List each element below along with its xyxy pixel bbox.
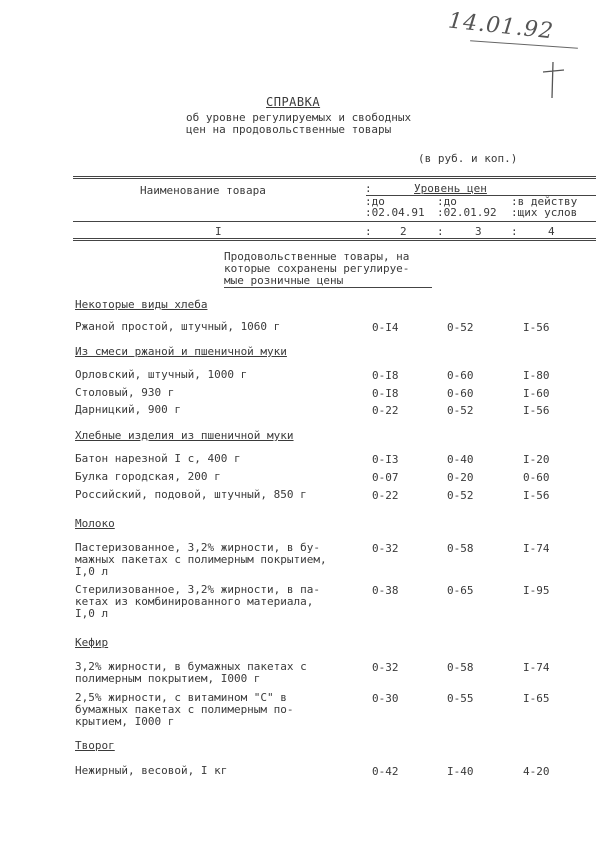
price-current: I-56: [523, 404, 550, 417]
document-title: СПРАВКА: [266, 95, 321, 109]
price-until-020491: 0-I8: [372, 387, 399, 400]
header-top-rule: [73, 176, 596, 179]
price-until-020192: 0-60: [447, 369, 474, 382]
group-title: Из смеси ржаной и пшеничной муки: [75, 345, 287, 358]
item-name-line: Пастеризованное, 3,2% жирности, в бу-: [75, 541, 321, 554]
header-mid-rule: [73, 221, 596, 222]
col3-header-line2: :02.01.92: [437, 206, 497, 219]
price-until-020491: 0-I3: [372, 453, 399, 466]
price-until-020192: 0-52: [447, 404, 474, 417]
item-name-line: бумажных пакетах с полимерным по-: [75, 703, 294, 716]
section-title-line-2: которые сохранены регулируе-: [224, 262, 410, 275]
handwritten-date: 14.01.92: [446, 8, 555, 45]
col-name-header: Наименование товара: [140, 184, 266, 197]
group-title: Творог: [75, 739, 115, 752]
col2-header-line1: :до: [365, 195, 385, 208]
item-name: Нежирный, весовой, I кг: [75, 764, 228, 777]
item-name-line: мажных пакетах с полимерным покрытием,: [75, 553, 327, 566]
price-until-020491: 0-32: [372, 661, 399, 674]
col-num-sep-1: :: [365, 225, 372, 238]
col3-header-line1: :до: [437, 195, 457, 208]
group-title: Хлебные изделия из пшеничной муки: [75, 429, 294, 442]
item-name: Ржаной простой, штучный, 1060 г: [75, 320, 281, 333]
col2-header-line2: :02.04.91: [365, 206, 425, 219]
item-name-line: I,0 л: [75, 607, 109, 620]
units-note: (в руб. и коп.): [418, 152, 518, 165]
price-until-020192: 0-58: [447, 661, 474, 674]
item-name: Батон нарезной I с, 400 г: [75, 452, 241, 465]
subtitle-line-2: цен на продовольственные товары: [186, 123, 392, 136]
price-until-020192: 0-55: [447, 692, 474, 705]
cross-mark-icon: [538, 60, 568, 100]
price-current: I-60: [523, 387, 550, 400]
item-name-line: 3,2% жирности, в бумажных пакетах с: [75, 660, 307, 673]
price-until-020192: 0-65: [447, 584, 474, 597]
price-current: I-20: [523, 453, 550, 466]
group-title: Некоторые виды хлеба: [75, 298, 208, 311]
header-bottom-rule: [73, 238, 596, 241]
price-until-020192: 0-58: [447, 542, 474, 555]
price-until-020192: 0-60: [447, 387, 474, 400]
price-current: I-56: [523, 489, 550, 502]
col-num-sep-3: :: [511, 225, 518, 238]
group-title: Кефир: [75, 636, 109, 649]
section-title-line-3: мые розничные цены: [224, 274, 344, 287]
price-until-020491: 0-22: [372, 404, 399, 417]
price-until-020192: 0-52: [447, 489, 474, 502]
price-until-020192: 0-52: [447, 321, 474, 334]
price-until-020491: 0-38: [372, 584, 399, 597]
price-current: I-56: [523, 321, 550, 334]
item-name-line: крытием, I000 г: [75, 715, 175, 728]
item-name: Дарницкий, 900 г: [75, 403, 181, 416]
price-until-020491: 0-22: [372, 489, 399, 502]
price-until-020192: I-40: [447, 765, 474, 778]
handwritten-cross-mark: [538, 60, 568, 100]
price-until-020491: 0-32: [372, 542, 399, 555]
subtitle-line-1: об уровне регулируемых и свободных: [186, 111, 412, 124]
item-name-line: кетах из комбинированного материала,: [75, 595, 314, 608]
item-name: Орловский, штучный, 1000 г: [75, 368, 248, 381]
col-num-sep-2: :: [437, 225, 444, 238]
item-name: Булка городская, 200 г: [75, 470, 221, 483]
item-name: Столовый, 930 г: [75, 386, 175, 399]
price-until-020491: 0-30: [372, 692, 399, 705]
price-current: I-95: [523, 584, 550, 597]
price-current: I-65: [523, 692, 550, 705]
section-title-line-1: Продовольственные товары, на: [224, 250, 410, 263]
header-sep: :: [365, 182, 372, 195]
price-until-020192: 0-20: [447, 471, 474, 484]
price-current: I-74: [523, 661, 550, 674]
col4-header-line2: :щих услов: [511, 206, 578, 219]
price-current: 4-20: [523, 765, 550, 778]
item-name-line: 2,5% жирности, с витамином "С" в: [75, 691, 287, 704]
item-name: Российский, подовой, штучный, 850 г: [75, 488, 307, 501]
item-name-line: полимерным покрытием, I000 г: [75, 672, 261, 685]
col-num-1: I: [215, 225, 222, 238]
price-current: 0-60: [523, 471, 550, 484]
section-title-underline: [224, 287, 432, 288]
col-num-3: 3: [475, 225, 482, 238]
col-num-4: 4: [548, 225, 555, 238]
price-until-020192: 0-40: [447, 453, 474, 466]
price-until-020491: 0-42: [372, 765, 399, 778]
price-current: I-80: [523, 369, 550, 382]
item-name-line: I,0 л: [75, 565, 109, 578]
col-num-2: 2: [400, 225, 407, 238]
price-current: I-74: [523, 542, 550, 555]
price-until-020491: 0-07: [372, 471, 399, 484]
levels-header: Уровень цен: [414, 182, 487, 195]
price-until-020491: 0-I4: [372, 321, 399, 334]
item-name-line: Стерилизованное, 3,2% жирности, в па-: [75, 583, 321, 596]
group-title: Молоко: [75, 517, 115, 530]
price-until-020491: 0-I8: [372, 369, 399, 382]
col4-header-line1: :в действу: [511, 195, 578, 208]
